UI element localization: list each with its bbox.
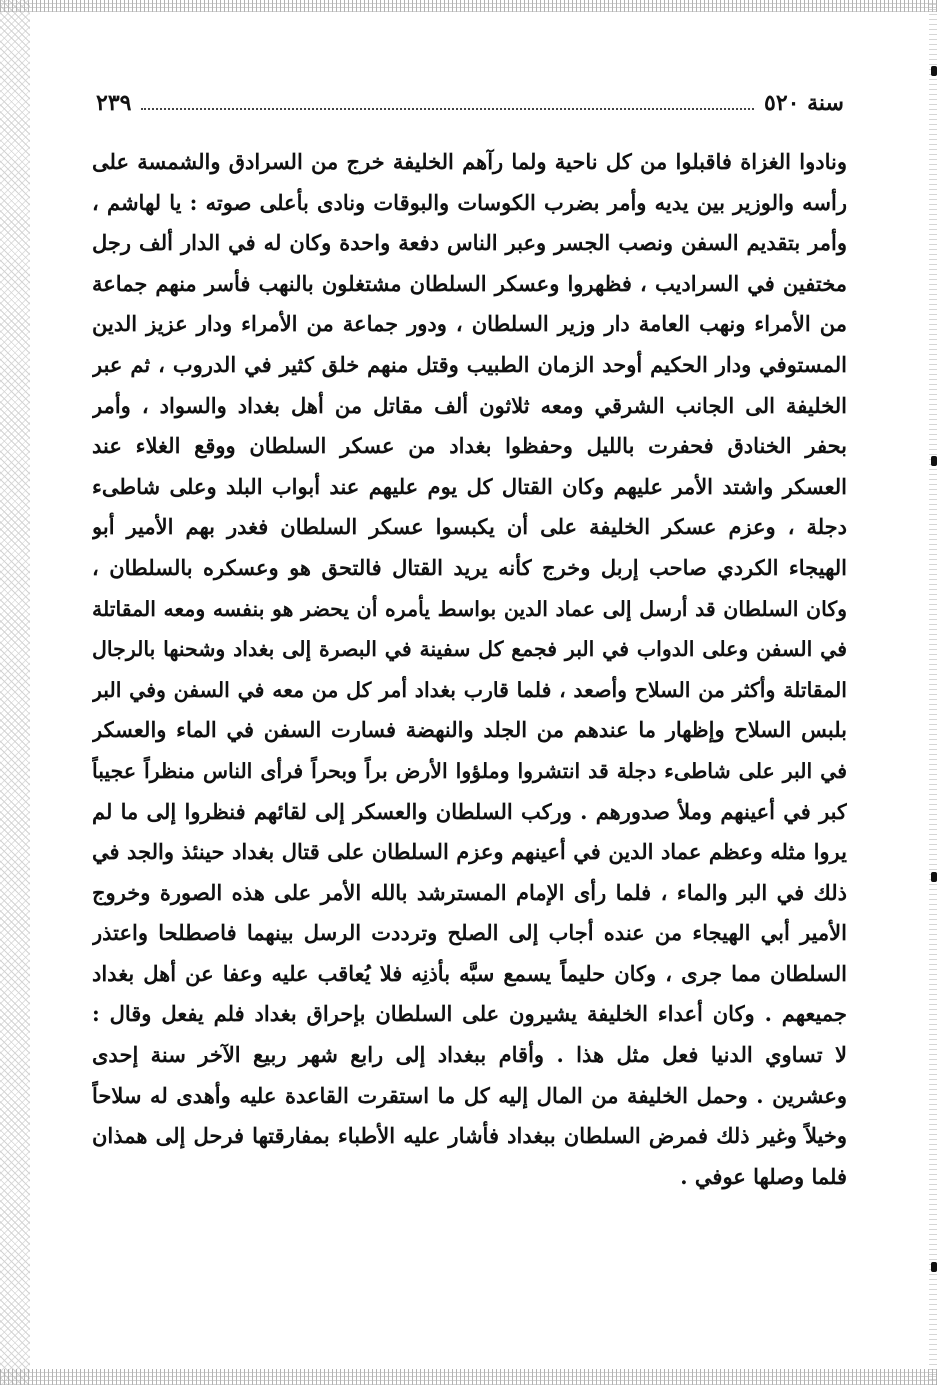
text-line: الهيجاء الكردي صاحب إربل وخرج كأنه يريد القتال فالتحق هو وعسكره بالسلطان ، <box>92 554 847 580</box>
text-line: ونادوا الغزاة فاقبلوا من كل ناحية ولما رآهم الخليفة خرج من السرادق والشمسة على <box>92 149 847 174</box>
text-line: وأمر بتقديم السفن ونصب الجسر وعبر الناس دفعة واحدة وكان له في الدار ألف رجل <box>92 230 847 256</box>
text-line: وكان السلطان قد أرسل إلى عماد الدين بواسط يأمره أن يحضر هو بنفسه ومعه المقاتلة <box>92 596 847 621</box>
text-line: جميعهم . وكان أعداء الخليفة يشيرون على السلطان بإحراق بغداد فلم يفعل وقال : <box>92 1001 847 1027</box>
text-line: وعشرين . وحمل الخليفة من المال إليه كل ما استقرت القاعدة عليه وأهدى له سلاحاً <box>92 1082 847 1108</box>
text-line: بحفر الخنادق فحفرت بالليل وحفظوا بغداد من عسكر السلطان ووقع الغلاء عند <box>92 433 847 459</box>
text-line: وخيلاً وغير ذلك فمرض السلطان ببغداد فأشار عليه الأطباء بمفارقتها فرحل إلى همذان <box>92 1123 847 1149</box>
text-line: مختفين في السراديب ، فظهروا وعسكر السلطان مشتغلون بالنهب فأسر منهم جماعة <box>92 270 847 296</box>
decorative-border-right <box>929 0 937 1385</box>
binding-mark <box>931 872 937 882</box>
decorative-border-top <box>0 0 937 12</box>
page-number: ٢٣٩ <box>96 90 132 116</box>
text-line: في البر على شاطىء دجلة قد انتشروا وملؤوا الأرض براً وبحراً فرأى الناس منظراً عجيباً <box>92 758 847 783</box>
text-line: لا تساوي الدنيا فعل مثل هذا . وأقام ببغداد إلى رابع شهر ربيع الآخر سنة إحدى <box>92 1042 847 1068</box>
page-header <box>96 85 844 121</box>
text-line: ذلك في البر والماء ، فلما رأى الإمام المسترشد بالله الأمر على هذه الصورة وخروج <box>92 879 847 905</box>
header-dotted-leader <box>141 108 754 110</box>
binding-mark <box>931 66 937 76</box>
text-line: رأسه والوزير بين يديه وأمر بضرب الكوسات والبوقات ونادى بأعلى صوته : يا لهاشم ، <box>92 189 847 215</box>
text-line: في السفن وعلى الدواب في البر فجمع كل سفينة في البصرة إلى بغداد وشحنها بالرجال <box>92 637 847 662</box>
text-line: بلبس السلاح وإظهار ما عندهم من الجلد والنهضة فسارت السفن في الماء والعسكر <box>92 717 847 743</box>
text-line: الأمير أبي الهيجاء من عنده أجاب إلى الصلح وترددت الرسل بينهما فاصطلحا واعتذر <box>92 920 847 946</box>
text-line: فلما وصلها عوفي . <box>680 1163 847 1189</box>
binding-mark <box>931 1262 937 1272</box>
text-line: المستوفي ودار الحكيم أوحد الزمان الطبيب وقتل منهم خلق كثير في الدروب ، ثم عبر <box>92 351 847 377</box>
text-line: العسكر واشتد الأمر عليهم وكان القتال كل يوم عليهم عند أبواب البلد وعلى شاطىء <box>92 473 847 499</box>
decorative-border-left <box>0 0 30 1385</box>
text-line: المقاتلة وأكثر من السلاح وأصعد ، فلما قارب بغداد أمر كل من معه في السفن وفي البر <box>92 677 847 702</box>
text-line: من الأمراء ونهب العامة دار وزير السلطان ، ودور جماعة من الأمراء ودار عزيز الدين <box>92 311 847 337</box>
text-line: دجلة ، وعزم عسكر الخليفة على أن يكبسوا عسكر السلطان فغدر بهم الأمير أبو <box>92 514 847 540</box>
binding-mark <box>931 456 937 466</box>
running-head-year: سنة ٥٢٠ <box>764 90 844 116</box>
text-line: الخليفة الى الجانب الشرقي ومعه ثلاثون ألف مقاتل من أهل بغداد والسواد ، وأمر <box>92 392 847 418</box>
decorative-border-bottom <box>0 1369 937 1385</box>
text-line: السلطان مما جرى ، وكان حليماً يسمع سبَّه بأذنِه فلا يُعاقب عليه وعفا عن أهل بغداد <box>92 960 847 986</box>
text-line: يروا مثله وعظم عماد الدين في أعينهم وعزم السلطان على قتال بغداد حينئذ والجد في <box>92 839 847 865</box>
body-text <box>92 142 847 1197</box>
text-line: كبر في أعينهم وملأ صدورهم . وركب السلطان والعسكر إلى لقائهم فنظروا إلى ما لم <box>92 798 847 824</box>
